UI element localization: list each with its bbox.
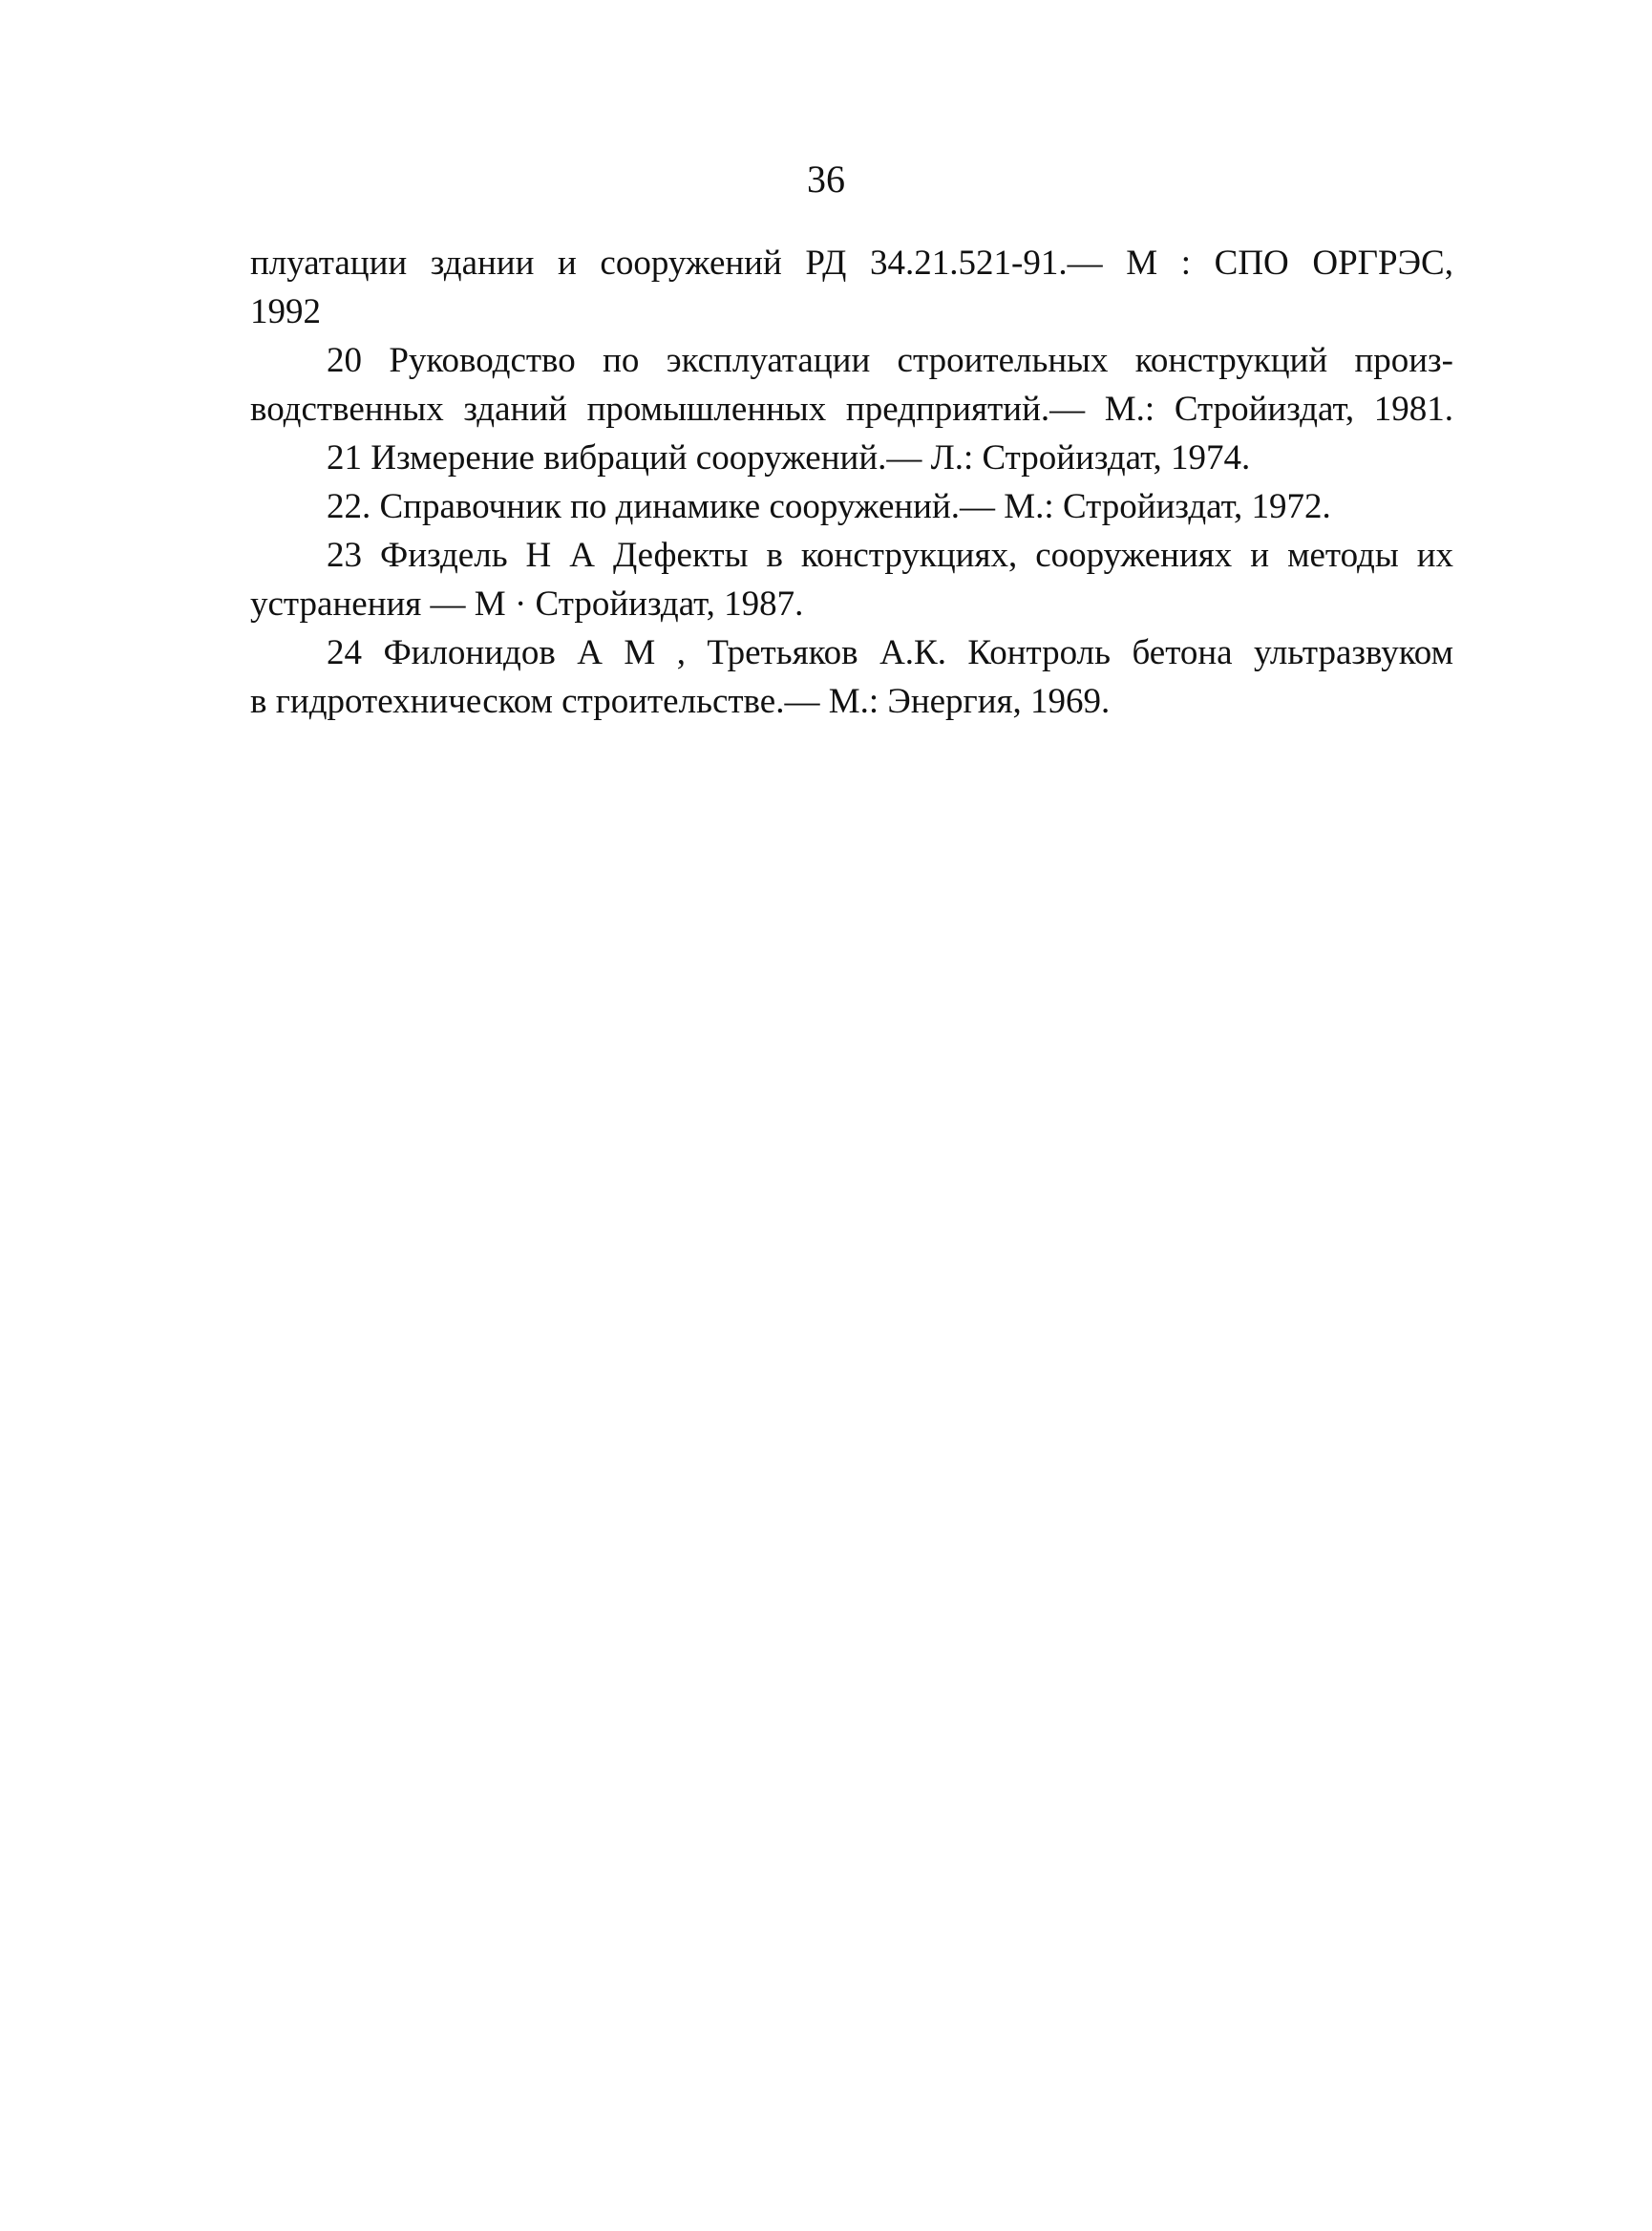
reference-list: [250, 239, 1453, 726]
reference-line: [250, 482, 1453, 531]
reference-number: 24: [327, 633, 362, 672]
reference-item-21: [250, 434, 1453, 482]
reference-line: [250, 434, 1453, 482]
reference-text: Измерение вибраций сооружений.— Л.: Стройиздат, 1974.: [371, 438, 1251, 478]
page-number: 36: [807, 158, 845, 201]
reference-line: устранения — М · Стройиздат, 1987.: [250, 584, 804, 624]
reference-text: Филонидов А М , Третьяков А.К. Контроль бетона ультразвуком: [383, 633, 1454, 672]
reference-line: в гидротехническом строительстве.— М.: Энергия, 1969.: [250, 682, 1111, 721]
reference-line: [250, 628, 1453, 677]
reference-item-23: [250, 531, 1453, 628]
reference-number: 21: [327, 438, 362, 478]
reference-number: 23: [327, 536, 362, 575]
reference-line: 1992: [250, 292, 321, 331]
reference-text: Физдель Н А Дефекты в конструкциях, сооружениях и методы их: [380, 536, 1454, 575]
reference-item-20: [250, 336, 1453, 434]
reference-item-22: [250, 482, 1453, 531]
reference-line: водственных зданий промышленных предприятий.— М.: Стройиздат, 1981.: [250, 390, 1453, 429]
reference-line: [250, 531, 1453, 580]
reference-item-24: [250, 628, 1453, 726]
reference-line: [250, 336, 1453, 385]
reference-line: плуатации здании и сооружений РД 34.21.521-91.— М : СПО ОРГРЭС,: [250, 244, 1453, 283]
reference-text: Руководство по эксплуатации строительных конструкций произ-: [389, 341, 1453, 380]
reference-number: 20: [327, 341, 362, 380]
reference-continuation: [250, 239, 1453, 336]
reference-number: 22.: [327, 487, 371, 526]
reference-text: Справочник по динамике сооружений.— М.: Стройиздат, 1972.: [379, 487, 1331, 526]
